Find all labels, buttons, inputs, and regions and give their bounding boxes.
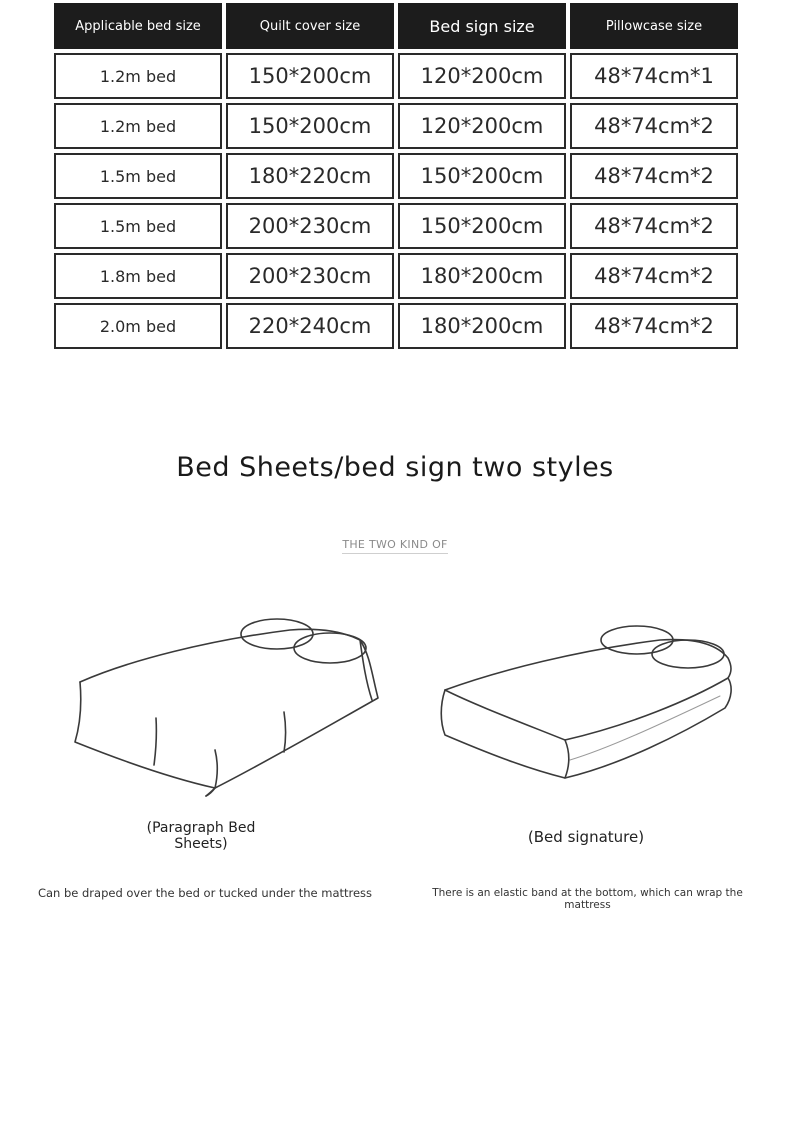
table-cell: 48*74cm*2 bbox=[570, 203, 738, 249]
table-cell: 120*200cm bbox=[398, 103, 566, 149]
table-cell: 150*200cm bbox=[398, 203, 566, 249]
table-cell: 1.2m bed bbox=[54, 53, 222, 99]
table-cell: 180*200cm bbox=[398, 303, 566, 349]
size-table bbox=[54, 3, 738, 349]
table-cell: 120*200cm bbox=[398, 53, 566, 99]
table-cell: 2.0m bed bbox=[54, 303, 222, 349]
left-caption: (Paragraph Bed Sheets) bbox=[146, 820, 256, 852]
table-cell: 200*230cm bbox=[226, 253, 394, 299]
section-title: Bed Sheets/bed sign two styles bbox=[176, 452, 614, 483]
subtitle-text: THE TWO KIND OF bbox=[342, 538, 447, 554]
table-cell: 150*200cm bbox=[398, 153, 566, 199]
table-cell: 1.2m bed bbox=[54, 103, 222, 149]
table-cell: 150*200cm bbox=[226, 53, 394, 99]
table-cell: 48*74cm*2 bbox=[570, 153, 738, 199]
table-cell: 1.5m bed bbox=[54, 153, 222, 199]
table-cell: 1.5m bed bbox=[54, 203, 222, 249]
right-description: There is an elastic band at the bottom, which can wrap the mattress bbox=[432, 887, 743, 911]
section-subtitle bbox=[0, 538, 790, 551]
table-cell: 200*230cm bbox=[226, 203, 394, 249]
table-cell: 48*74cm*2 bbox=[570, 103, 738, 149]
table-cell: 48*74cm*2 bbox=[570, 253, 738, 299]
table-cell: 180*220cm bbox=[226, 153, 394, 199]
left-description: Can be draped over the bed or tucked under the mattress bbox=[37, 886, 373, 900]
header-pillowcase: Pillowcase size bbox=[570, 3, 738, 49]
table-cell: 1.8m bed bbox=[54, 253, 222, 299]
table-cell: 150*200cm bbox=[226, 103, 394, 149]
right-caption: (Bed signature) bbox=[527, 828, 645, 846]
flat-sheet-illustration bbox=[60, 600, 390, 810]
table-cell: 220*240cm bbox=[226, 303, 394, 349]
header-quilt-cover: Quilt cover size bbox=[226, 3, 394, 49]
header-bed-size: Applicable bed size bbox=[54, 3, 222, 49]
header-bed-sign: Bed sign size bbox=[398, 3, 566, 49]
fitted-sheet-illustration bbox=[430, 610, 750, 790]
table-cell: 48*74cm*2 bbox=[570, 303, 738, 349]
table-cell: 48*74cm*1 bbox=[570, 53, 738, 99]
table-cell: 180*200cm bbox=[398, 253, 566, 299]
